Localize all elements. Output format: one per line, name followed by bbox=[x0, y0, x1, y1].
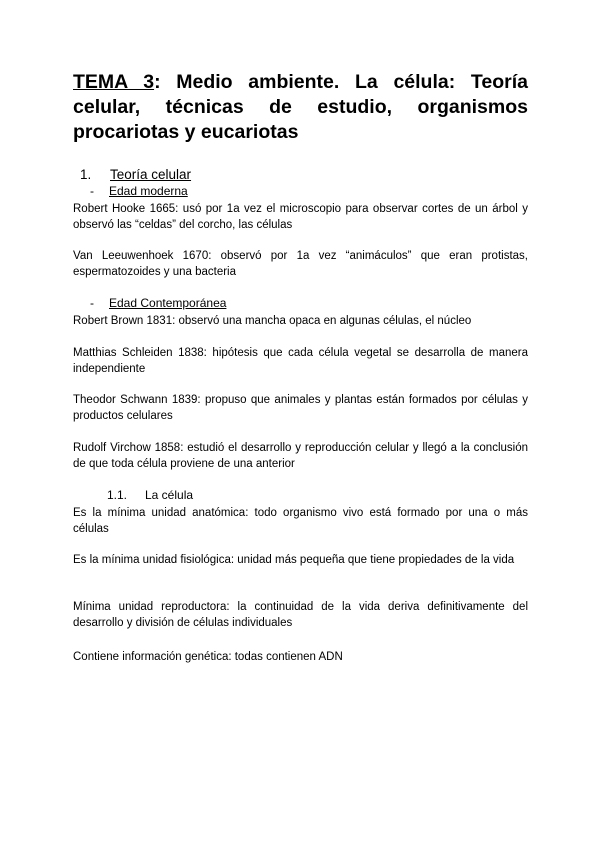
section-heading-teoria-celular bbox=[80, 166, 191, 183]
subheading-edad-contemporanea bbox=[90, 296, 226, 311]
paragraph-informacion-genetica: Contiene información genética: todas contienen ADN bbox=[73, 651, 343, 663]
paragraph-brown: Robert Brown 1831: observó una mancha opaca en algunas células, el núcleo bbox=[73, 315, 472, 327]
section-label: Teoría celular bbox=[110, 167, 192, 182]
paragraph-schleiden: Matthias Schleiden 1838: hipótesis que cada célula vegetal se desarrolla de manera independiente bbox=[73, 347, 528, 375]
paragraph-hooke: Robert Hooke 1665: usó por 1a vez el microscopio para observar cortes de un árbol y observó las “celdas” del corcho, las células bbox=[73, 203, 528, 231]
paragraph-unidad-reproductora: Mínima unidad reproductora: la continuidad de la vida deriva definitivamente del desarrollo y división de células individuales bbox=[73, 601, 528, 629]
subsection-heading-la-celula bbox=[107, 488, 193, 503]
subsection-number: 1.1. bbox=[107, 488, 128, 502]
section-number: 1. bbox=[80, 167, 92, 182]
title-text: : Medio ambiente. La célula: Teoría celular, técnicas de estudio, organismos procariotas y eucariotas bbox=[73, 71, 528, 143]
subheading-label: Edad moderna bbox=[109, 184, 188, 198]
subheading-label: Edad Contemporánea bbox=[109, 296, 227, 310]
subsection-label: La célula bbox=[145, 488, 194, 502]
paragraph-unidad-fisiologica: Es la mínima unidad fisiológica: unidad más pequeña que tiene propiedades de la vida bbox=[73, 554, 515, 566]
paragraph-virchow: Rudolf Virchow 1858: estudió el desarrollo y reproducción celular y llegó a la conclusión de que toda célula proviene de una anterior bbox=[73, 442, 528, 470]
paragraph-leeuwenhoek: Van Leeuwenhoek 1670: observó por 1a vez “animáculos” que eran protistas, espermatozoides y una bacteria bbox=[73, 250, 528, 278]
bullet-dash: - bbox=[90, 296, 94, 310]
paragraph-unidad-anatomica: Es la mínima unidad anatómica: todo organismo vivo está formado por una o más células bbox=[73, 507, 528, 535]
subheading-edad-moderna bbox=[90, 184, 188, 199]
bullet-dash: - bbox=[90, 184, 94, 198]
page-title bbox=[73, 70, 528, 145]
topic-number: TEMA 3 bbox=[73, 71, 155, 93]
paragraph-schwann: Theodor Schwann 1839: propuso que animales y plantas están formados por células y productos celulares bbox=[73, 394, 528, 422]
